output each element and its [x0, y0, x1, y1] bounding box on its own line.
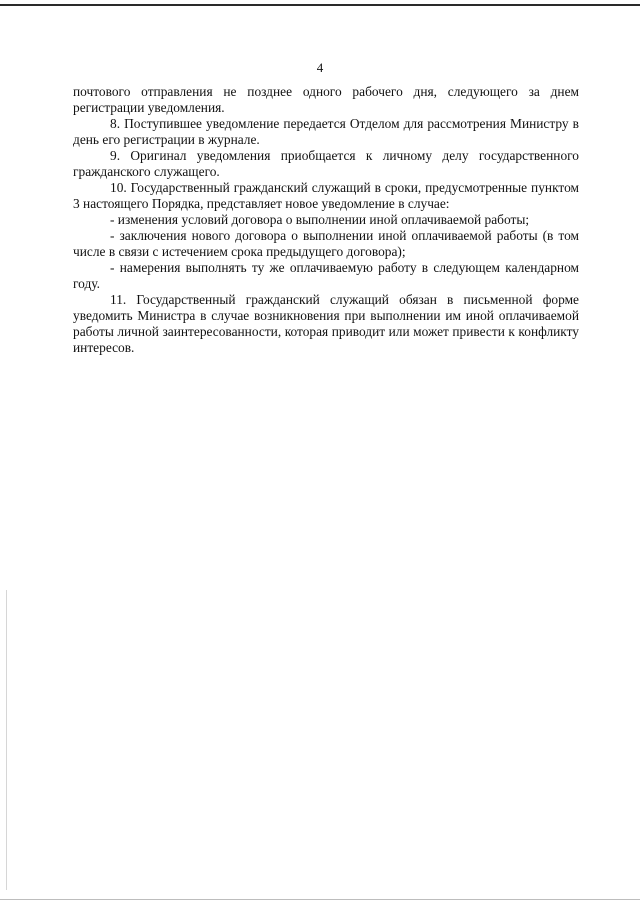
- paragraph-item-9: 9. Оригинал уведомления приобщается к личному делу государственного гражданского служащего.: [73, 148, 579, 179]
- paragraph-item-10-subitem-c: - намерения выполнять ту же оплачиваемую работу в следующем календарном году.: [73, 260, 579, 291]
- paragraph-item-8: 8. Поступившее уведомление передается Отделом для рассмотрения Министру в день его регистрации в журнале.: [73, 116, 579, 147]
- paragraph-item-10: 10. Государственный гражданский служащий в сроки, предусмотренные пунктом 3 настоящего Порядка, представляет новое уведомление в случае:: [73, 180, 579, 211]
- paragraph-item-10-subitem-a: - изменения условий договора о выполнении иной оплачиваемой работы;: [110, 212, 530, 227]
- paragraph-continuation: почтового отправления не позднее одного рабочего дня, следующего за днем регистрации уведомления.: [73, 84, 579, 115]
- document-body: [73, 84, 579, 356]
- paragraph-item-10-subitem-b: - заключения нового договора о выполнении иной оплачиваемой работы (в том числе в связи с истечением срока предыдущего договора);: [73, 228, 579, 259]
- scan-edge-mark: [6, 590, 7, 890]
- page-number: 4: [316, 60, 324, 75]
- scan-top-border: [0, 4, 640, 6]
- scan-bottom-border: [0, 899, 640, 900]
- paragraph-item-11: 11. Государственный гражданский служащий обязан в письменной форме уведомить Министра в случае возникновения при выполнении им иной оплачиваемой работы личной заинтересованности, которая приводит или может привести к конфликту интересов.: [73, 292, 579, 355]
